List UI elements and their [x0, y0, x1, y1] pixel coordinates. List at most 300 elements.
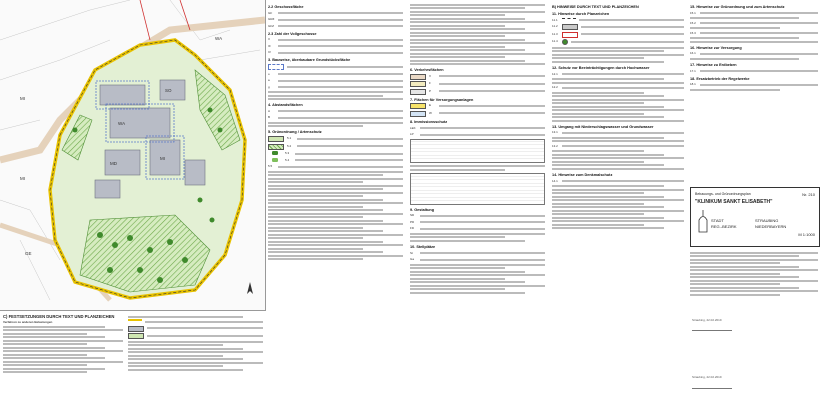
text-line: [552, 210, 684, 212]
text-line: [410, 60, 525, 62]
text-line: [420, 228, 545, 230]
legend-code: 12.2: [552, 85, 558, 90]
legend-code: SD: [410, 213, 415, 218]
text-line: [439, 75, 545, 77]
text-line: [690, 266, 799, 268]
text-line: [690, 294, 780, 296]
map-label: WA: [118, 121, 126, 126]
legend-row: [410, 251, 545, 256]
legend-row: [690, 31, 818, 36]
text-line: [410, 285, 545, 287]
legend-code: 15.1: [690, 10, 696, 15]
text-line: [552, 95, 664, 97]
plan-number: Nr. 210: [802, 192, 815, 197]
title-block: [690, 187, 820, 247]
map-label: SO: [165, 88, 172, 93]
text-line: [268, 213, 403, 215]
text-line: [552, 82, 684, 84]
legend-code: GF: [268, 10, 273, 15]
text-line: [562, 87, 684, 89]
text-line: [552, 199, 684, 201]
legend-row: [552, 130, 684, 135]
legend-code: W: [429, 110, 432, 115]
text-line: [552, 203, 644, 205]
text-line: [562, 73, 684, 75]
text-line: [552, 47, 684, 49]
text-line: [579, 19, 684, 21]
legend-row: [268, 72, 403, 77]
text-line: [700, 84, 818, 86]
legend-row: [410, 257, 545, 262]
procedure-notes: [690, 250, 818, 297]
legend-code: 11.1: [552, 17, 558, 22]
legend-row: [268, 44, 403, 49]
legend-code: II: [268, 37, 270, 42]
text-line: [552, 161, 644, 163]
legend-code: 11.4: [552, 39, 558, 44]
green-area-symbol-icon: [128, 333, 144, 339]
text-line: [552, 61, 664, 63]
building-line-symbol-icon: [268, 64, 284, 70]
legend-code: 15.2: [690, 20, 696, 25]
text-line: [3, 340, 123, 342]
text-line: [278, 25, 403, 27]
legend-row: [268, 164, 403, 169]
legend-code: 11.2: [552, 24, 558, 29]
text-line: [690, 58, 799, 60]
text-line: [410, 236, 505, 238]
legend-code: g: [268, 84, 270, 89]
text-line: [128, 365, 223, 367]
text-line: [700, 53, 818, 55]
text-line: [268, 98, 403, 100]
text-line: [410, 292, 525, 294]
legend-row: [690, 21, 818, 26]
legend-row: [128, 333, 263, 339]
text-line: [278, 86, 403, 88]
text-line: [439, 105, 545, 107]
legend-column-1: [268, 2, 403, 262]
text-line: [552, 217, 664, 219]
text-line: [690, 259, 818, 261]
text-line: [278, 117, 403, 119]
text-line: [268, 171, 403, 173]
legend-code: St: [410, 250, 413, 255]
section-title: 4. Abstandsflächen: [268, 103, 303, 108]
text-line: [268, 209, 383, 211]
text-line: [420, 221, 545, 223]
text-line: [420, 134, 545, 136]
text-line: [3, 354, 87, 356]
text-line: [410, 35, 505, 37]
text-line: [552, 196, 664, 198]
legend-code: 18.1: [690, 82, 696, 87]
legend-row: [268, 109, 403, 114]
text-line: [410, 39, 525, 41]
legend-code: B: [268, 115, 271, 120]
text-line: [700, 22, 818, 24]
signature-date: Straubing, 22.02.2019: [692, 318, 722, 322]
legend-code: F: [429, 81, 431, 86]
text-line: [552, 137, 664, 139]
text-line: [268, 241, 383, 243]
path-symbol-icon: [410, 81, 426, 87]
plan-name: "KLINIKUM SANKT ELISABETH": [695, 199, 773, 205]
text-line: [268, 237, 363, 239]
map-label: MI: [20, 96, 25, 101]
legend-code: 5.4: [285, 157, 290, 162]
text-line: [278, 110, 403, 112]
legend-row: [268, 24, 403, 29]
text-line: [268, 227, 363, 229]
text-line: [268, 188, 383, 190]
text-line: [410, 46, 505, 48]
text-line: [410, 42, 545, 44]
text-line: [128, 355, 223, 357]
text-line: [552, 157, 684, 159]
section-title: 8. Immissionsschutz: [410, 119, 448, 124]
text-line: [439, 83, 545, 85]
text-line: [3, 368, 105, 370]
text-line: [552, 189, 684, 191]
text-line: [552, 50, 664, 52]
text-line: [552, 116, 664, 118]
scale-label: M 1:1000: [798, 232, 815, 237]
section-title: 9. Gestaltung: [410, 207, 435, 212]
text-line: [3, 371, 87, 373]
legend-row: [410, 103, 545, 109]
legend-row: [128, 326, 263, 332]
demolition-symbol-icon: [562, 32, 578, 38]
legend-code: 5.1: [287, 136, 292, 141]
text-line: [3, 326, 105, 328]
text-line: [571, 41, 684, 43]
text-line: [690, 287, 799, 289]
text-line: [3, 364, 87, 366]
text-line: [552, 227, 664, 229]
legend-code: a: [268, 78, 270, 83]
legend-code: E: [429, 103, 432, 108]
text-line: [552, 140, 684, 142]
legend-row: [552, 39, 684, 45]
text-line: [552, 109, 684, 111]
legend-code: 5.5: [268, 164, 273, 169]
text-line: [410, 7, 525, 9]
stadt-label: STADT: [711, 218, 724, 223]
text-line: [700, 32, 818, 34]
section-title: 10. Stellplätze: [410, 244, 436, 249]
text-line: [690, 276, 799, 278]
legend-code: A: [268, 108, 271, 113]
emission-table: [410, 173, 545, 205]
legend-row: [410, 126, 545, 131]
legend-code: 15.3: [690, 30, 696, 35]
text-line: [410, 49, 525, 51]
text-line: [297, 138, 403, 140]
legend-row: [552, 32, 684, 38]
text-line: [420, 215, 545, 217]
text-line: [552, 168, 684, 170]
text-line: [3, 336, 105, 338]
procedure-title: Verfahren zu anderen Belastungen: [3, 320, 53, 324]
legend-column-4: [690, 2, 818, 92]
signature-line: [692, 388, 732, 389]
text-line: [410, 53, 545, 55]
legend-row: [268, 85, 403, 90]
building-symbol-icon: [128, 326, 144, 332]
text-line: [410, 56, 505, 58]
text-line: [147, 335, 263, 337]
text-line: [410, 233, 545, 235]
legend-row: [268, 17, 403, 22]
section-title: 17. Hinweise zu Erdbeben: [690, 62, 737, 67]
text-line: [3, 329, 123, 331]
text-line: [268, 255, 403, 257]
text-line: [3, 357, 105, 359]
text-line: [552, 192, 644, 194]
legend-row: [410, 220, 545, 225]
section-title: 16. Hinweise zur Versorgung: [690, 45, 742, 50]
text-line: [690, 283, 780, 285]
text-line: [145, 321, 263, 323]
section-heading: C) FESTSETZUNGEN DURCH TEXT UND PLANZEICHEN: [3, 314, 115, 319]
legend-code: 17.1: [690, 68, 696, 73]
section-title: 11. Hinweise durch Planzeichen: [552, 12, 610, 17]
shrub-symbol-icon: [268, 158, 282, 162]
text-line: [439, 112, 545, 114]
legend-code: FD: [410, 226, 414, 231]
parcel-line-symbol-icon: [562, 18, 576, 23]
text-line: [268, 206, 363, 208]
text-line: [410, 18, 525, 20]
text-line: [268, 248, 363, 250]
text-line: [268, 223, 403, 225]
utility-symbol-icon: [410, 103, 426, 109]
legend-row: [690, 51, 818, 56]
legend-code: 14.1: [552, 178, 558, 183]
text-line: [410, 25, 505, 27]
legend-row: [552, 85, 684, 90]
legend-row: [690, 82, 818, 87]
church-tower-icon: [697, 210, 709, 234]
text-line: [278, 166, 403, 168]
legend-code: 12.1: [552, 71, 558, 76]
site-plan-map: [0, 0, 266, 311]
text-line: [128, 341, 263, 343]
text-line: [690, 255, 799, 257]
text-line: [690, 290, 818, 292]
boundary-symbol-icon: [128, 319, 142, 321]
section-title: 12. Schutz vor Beeinträchtigungen durch Hochwasser: [552, 65, 650, 70]
legend-row: [268, 115, 403, 120]
text-line: [410, 288, 505, 290]
text-line: [690, 280, 818, 282]
legend-row: [410, 213, 545, 218]
text-line: [552, 213, 644, 215]
text-line: [268, 220, 383, 222]
map-label: MI: [160, 156, 165, 161]
legend-code: IV: [268, 50, 271, 55]
legend-row: [268, 136, 403, 142]
text-line: [268, 199, 383, 201]
plan-subtitle: Bebauungs- und Grünordnungsplan: [695, 192, 751, 196]
section-title: 5. Grünordnung / Artenschutz: [268, 130, 322, 135]
text-line: [439, 90, 545, 92]
text-line: [268, 178, 403, 180]
legend-row: [268, 78, 403, 83]
legend-row: [268, 151, 403, 156]
text-line: [552, 154, 664, 156]
text-line: [278, 73, 403, 75]
existing-tree-symbol-icon: [562, 39, 568, 45]
text-line: [3, 347, 105, 349]
text-line: [562, 180, 684, 182]
text-line: [268, 192, 403, 194]
legend-code: o: [268, 71, 270, 76]
text-line: [268, 122, 403, 124]
legend-row: [268, 37, 403, 42]
text-line: [690, 89, 780, 91]
text-line: [410, 271, 525, 273]
text-line: [128, 351, 263, 353]
text-line: [3, 350, 123, 352]
text-line: [700, 12, 818, 14]
text-line: [562, 132, 684, 134]
text-line: [420, 127, 545, 129]
text-line: [581, 26, 684, 28]
text-line: [410, 11, 545, 13]
text-line: [410, 274, 545, 276]
legend-code: 13.2: [552, 143, 558, 148]
section-title: 2.2 Geschossfläche: [268, 5, 304, 9]
legend-row: [552, 179, 684, 184]
text-line: [552, 92, 644, 94]
legend-code: PD: [410, 219, 415, 224]
legend-row: [690, 11, 818, 16]
section-heading: B) HINWEISE DURCH TEXT UND PLANZEICHEN: [552, 5, 639, 9]
map-label: GE: [25, 251, 32, 256]
text-line: [581, 33, 684, 35]
text-line: [552, 150, 644, 152]
section-title: 2.3 Zahl der Vollgeschosse: [268, 31, 317, 36]
map-label: MI: [20, 176, 25, 181]
text-line: [268, 95, 383, 97]
legend-row: [268, 50, 403, 55]
region-name: NIEDERBAYERN: [755, 224, 787, 229]
text-line: [278, 45, 403, 47]
text-line: [552, 102, 644, 104]
text-line: [552, 113, 644, 115]
legend-row: [552, 18, 684, 23]
text-line: [410, 4, 545, 6]
region-label: REG.-BEZIRK: [711, 224, 737, 229]
legend-code: Ga: [410, 257, 415, 262]
text-line: [410, 21, 545, 23]
text-line: [690, 273, 780, 275]
text-line: [128, 344, 223, 346]
hatched-green-symbol-icon: [268, 144, 284, 150]
legend-row: [410, 226, 545, 231]
text-line: [552, 206, 664, 208]
text-line: [268, 258, 363, 260]
text-line: [552, 106, 664, 108]
text-line: [278, 80, 403, 82]
legend-code: LP: [410, 132, 414, 137]
text-line: [3, 333, 87, 335]
legend-column-2: [410, 2, 545, 295]
text-line: [287, 66, 403, 68]
text-line: [268, 202, 403, 204]
text-line: [690, 41, 818, 43]
text-line: [278, 12, 403, 14]
text-line: [562, 145, 684, 147]
legend-code: P: [429, 88, 432, 93]
legend-row: [552, 144, 684, 149]
text-line: [410, 281, 525, 283]
legend-code: LEK: [410, 125, 416, 130]
text-line: [128, 316, 243, 318]
text-line: [552, 78, 664, 80]
existing-building-symbol-icon: [562, 24, 578, 30]
legend-row: [552, 24, 684, 30]
text-line: [690, 262, 780, 264]
text-line: [268, 91, 403, 93]
plan-drawing: [0, 0, 265, 310]
legend-row: [268, 144, 403, 150]
text-line: [128, 362, 263, 364]
signature-line: [692, 330, 732, 331]
text-line: [410, 278, 505, 280]
section-title: 7. Flächen für Versorgungsanlagen: [410, 97, 474, 102]
text-line: [128, 369, 243, 371]
text-line: [690, 252, 818, 254]
text-line: [552, 54, 684, 56]
legend-row: [410, 74, 545, 80]
noise-table: [410, 139, 545, 163]
text-line: [410, 267, 505, 269]
text-line: [690, 17, 799, 19]
legend-row: [268, 64, 403, 70]
legend-row: [410, 89, 545, 95]
text-line: [410, 169, 505, 171]
text-line: [690, 27, 780, 29]
text-line: [128, 348, 243, 350]
text-line: [297, 145, 403, 147]
text-line: [3, 361, 123, 363]
text-line: [278, 39, 403, 41]
text-line: [147, 327, 263, 329]
legend-code: 11.3: [552, 31, 558, 36]
green-area-symbol-icon: [268, 136, 284, 142]
text-line: [268, 181, 363, 183]
city-name: STRAUBING: [755, 218, 779, 223]
section-title: 15. Hinweise zur Grünordnung und zum Artenschutz: [690, 5, 785, 9]
text-line: [410, 264, 545, 266]
section-title: 18. Ersatzbetrieb der Regelwerke: [690, 76, 750, 81]
text-line: [420, 259, 545, 261]
legend-column-3: [552, 2, 684, 231]
legend-row: [410, 111, 545, 117]
legend-row: [410, 132, 545, 137]
text-line: [268, 234, 403, 236]
legend-code: 13.1: [552, 130, 558, 135]
legend-row: [268, 158, 403, 163]
legend-code: 5.2: [287, 143, 292, 148]
text-line: [410, 28, 525, 30]
water-symbol-icon: [410, 111, 426, 117]
legend-code: GRZ: [268, 17, 275, 22]
text-line: [268, 251, 383, 253]
